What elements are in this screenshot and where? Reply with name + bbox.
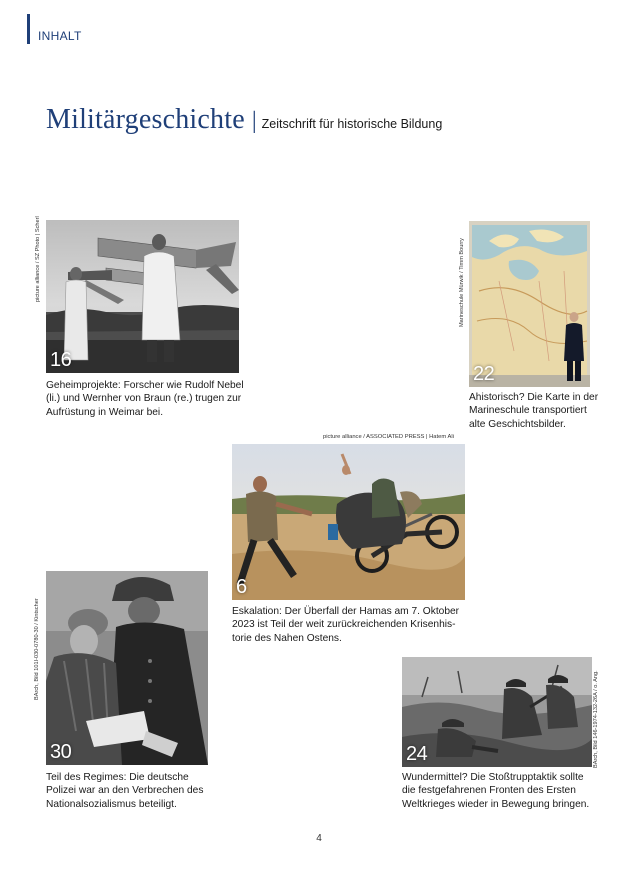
- page-reference-number: 30: [50, 741, 72, 763]
- photo-image: [46, 220, 239, 373]
- caption-line: Teil des Regimes: Die deutsche: [46, 772, 189, 783]
- article-caption-police: [46, 771, 203, 811]
- article-photo-rocket-researchers[interactable]: [46, 220, 239, 373]
- photo-credit: picture alliance / ASSOCIATED PRESS | Hatem Ali: [323, 434, 454, 440]
- photo-credit: BArch, Bild 101I-030-0780-30 / Kintscher: [34, 598, 40, 700]
- section-label: INHALT: [38, 29, 82, 43]
- caption-line: alte Geschichtsbilder.: [469, 418, 566, 430]
- caption-line: (li.) und Wernher von Braun (re.) trugen zur: [46, 393, 242, 405]
- caption-line: Weltkrieges wieder in Bewegung bringen.: [402, 798, 590, 810]
- article-photo-map[interactable]: [469, 221, 590, 387]
- caption-line: Nationalsozialismus beteiligt.: [46, 798, 177, 810]
- page-reference-number: 6: [236, 576, 247, 598]
- page-reference-number: 24: [406, 743, 428, 765]
- caption-line: Marineschule transportiert: [469, 405, 587, 417]
- caption-line: die festgefahrenen Fronten des Ersten: [402, 785, 576, 797]
- caption-line: Polizei war an den Verbrechen des: [46, 785, 204, 797]
- caption-line: Geheimprojekte: Forscher wie Rudolf Nebel: [46, 380, 244, 391]
- section-accent-bar: [27, 14, 30, 44]
- caption-line: Wundermittel? Die Stoßtrupptaktik sollte: [402, 772, 584, 783]
- caption-line: 2023 ist Teil der weit zurückreichenden Krisenhis-: [232, 619, 456, 631]
- article-caption-map: [469, 391, 598, 431]
- caption-line: Aufrüstung in Weimar bei.: [46, 406, 164, 418]
- article-photo-storm-troops[interactable]: [402, 657, 592, 767]
- photo-credit: picture alliance / SZ Photo | Scherl: [35, 216, 41, 302]
- article-photo-escalation[interactable]: [232, 444, 465, 600]
- article-caption-storm-troops: [402, 771, 589, 811]
- page-number: 4: [316, 833, 322, 844]
- page-reference-number: 16: [50, 349, 72, 371]
- caption-line: torie des Nahen Ostens.: [232, 632, 342, 644]
- caption-line: Eskalation: Der Überfall der Hamas am 7. Oktober: [232, 606, 460, 617]
- caption-line: Ahistorisch? Die Karte in der: [469, 392, 599, 403]
- magazine-title: Militärgeschichte: [46, 104, 245, 135]
- masthead-separator: |: [251, 108, 257, 134]
- article-photo-police[interactable]: [46, 571, 208, 765]
- magazine-subtitle: Zeitschrift für historische Bildung: [261, 117, 443, 131]
- masthead: [46, 104, 442, 136]
- photo-image: [46, 571, 208, 765]
- photo-credit: Marineschule Mürwik / Timm Bourry: [459, 238, 465, 327]
- article-caption-escalation: [232, 605, 459, 645]
- photo-image: [232, 444, 465, 600]
- article-caption-rocket-researchers: [46, 379, 244, 419]
- page-reference-number: 22: [473, 363, 495, 385]
- photo-credit: BArch, Bild 146-1974-132-26A / o. Ang.: [593, 670, 599, 768]
- photo-image: [402, 657, 592, 767]
